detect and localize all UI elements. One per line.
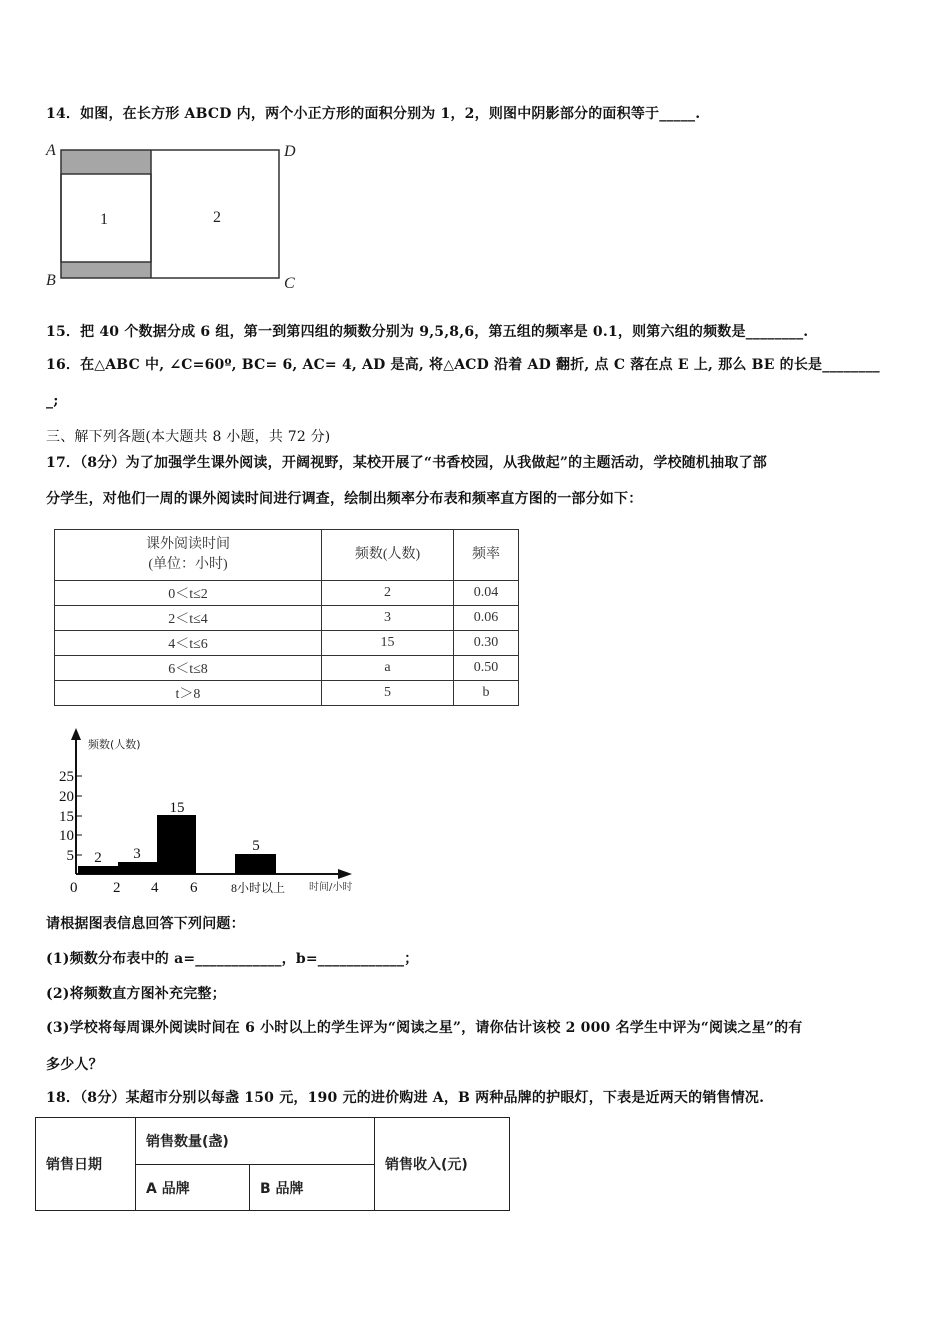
table-row: [55, 656, 519, 681]
q17-sub-1: (1)频数分布表中的 a=____________，b=____________；: [46, 951, 419, 967]
cell-range: 4＜t≤6: [55, 631, 322, 656]
cell-range: 2＜t≤4: [55, 606, 322, 631]
header-sales-quantity: 销售数量(盏): [136, 1118, 375, 1165]
table-row: [55, 681, 519, 706]
x-tick: 4: [151, 880, 159, 896]
label-d: D: [284, 143, 296, 160]
cell-range: 6＜t≤8: [55, 656, 322, 681]
y-tick: 20: [59, 789, 74, 805]
x-tick: 0: [70, 880, 78, 896]
x-tick: 6: [190, 880, 198, 896]
cell-range: t＞8: [55, 681, 322, 706]
table-row: [55, 581, 519, 606]
q17-prompt: 请根据图表信息回答下列问题：: [46, 916, 245, 932]
sales-table: [35, 1117, 510, 1211]
frequency-histogram: [56, 728, 376, 898]
cell-range: 0＜t≤2: [55, 581, 322, 606]
q17-sub-2: (2)将频数直方图补充完整；: [46, 986, 226, 1002]
question-15-text: 15．把 40 个数据分成 6 组，第一到第四组的频数分别为 9,5,8,6，第五组的频率是 0.1，则第六组的频数是________.: [46, 324, 809, 340]
rectangle-abcd-figure: [44, 140, 306, 288]
q17-sub-3-line-1: (3)学校将每周课外阅读时间在 6 小时以上的学生评为“阅读之星”，请你估计该校 2 000 名学生中评为“阅读之星”的有: [46, 1020, 803, 1036]
header-count: 频数(人数): [322, 530, 454, 581]
question-18-text: 18．（8分）某超市分别以每盏 150 元，190 元的进价购进 A，B 两种品牌的护眼灯，下表是近两天的销售情况.: [46, 1090, 765, 1106]
label-b: B: [46, 272, 56, 288]
header-brand-a: A 品牌: [136, 1165, 250, 1211]
question-16-text: 16．在△ABC 中, ∠C=60º, BC= 6, AC= 4, AD 是高, 将△ACD 沿着 AD 翻折, 点 C 落在点 E 上, 那么 BE 的长是________: [46, 357, 880, 373]
cell-count: 5: [322, 681, 454, 706]
header-frequency: 频率: [454, 530, 519, 581]
question-17-line-2: 分学生，对他们一周的课外阅读时间进行调查，绘制出频率分布表和频率直方图的一部分如下：: [46, 491, 643, 507]
cell-freq: 0.04: [454, 581, 519, 606]
y-axis-arrow-icon: [71, 728, 81, 740]
table-row: [55, 606, 519, 631]
data-label: 15: [169, 800, 185, 816]
bar-2-4: [118, 862, 157, 874]
y-tick: 25: [59, 769, 74, 785]
bar-8-plus: [235, 854, 276, 874]
table-row: [55, 631, 519, 656]
x-tick: 8小时以上: [231, 881, 286, 895]
section-3-heading: 三、解下列各题(本大题共 8 小题，共 72 分): [46, 429, 331, 445]
header-brand-b: B 品牌: [250, 1165, 375, 1211]
bar-4-6: [157, 815, 196, 874]
header-sales-income: 销售收入(元): [375, 1118, 510, 1211]
cell-freq: 0.06: [454, 606, 519, 631]
y-tick: 10: [59, 828, 74, 844]
question-14-text: 14．如图，在长方形 ABCD 内，两个小正方形的面积分别为 1，2，则图中阴影部分的面积等于_____.: [46, 106, 701, 122]
header-sales-date: 销售日期: [36, 1118, 136, 1211]
y-tick: 15: [59, 809, 74, 825]
square-2-label: 2: [213, 209, 221, 226]
q17-sub-3-line-2: 多少人？: [46, 1057, 103, 1073]
shaded-region-top: [61, 150, 151, 174]
label-a: A: [46, 142, 56, 159]
cell-count: 3: [322, 606, 454, 631]
x-axis-label: 时间/小时: [309, 882, 353, 893]
data-label: 3: [133, 846, 141, 862]
data-label: 2: [94, 850, 102, 866]
x-axis-arrow-icon: [338, 869, 352, 879]
cell-count: a: [322, 656, 454, 681]
header-reading-time: 课外阅读时间 (单位：小时): [55, 530, 322, 581]
label-c: C: [284, 275, 295, 288]
data-label: 5: [252, 838, 260, 854]
cell-freq: 0.50: [454, 656, 519, 681]
cell-freq: 0.30: [454, 631, 519, 656]
x-tick: 2: [113, 880, 121, 896]
cell-count: 2: [322, 581, 454, 606]
bar-0-2: [78, 866, 118, 874]
square-1-label: 1: [100, 211, 108, 228]
shaded-region-bottom: [61, 262, 151, 278]
cell-freq: b: [454, 681, 519, 706]
y-axis-label: 频数(人数): [88, 738, 141, 751]
frequency-table: [54, 529, 519, 706]
y-tick: 5: [66, 848, 74, 864]
table-header-row: [55, 530, 519, 581]
cell-count: 15: [322, 631, 454, 656]
question-17-line-1: 17．（8分）为了加强学生课外阅读，开阔视野，某校开展了“书香校园，从我做起”的主题活动，学校随机抽取了部: [46, 455, 767, 471]
question-16-continuation: _;: [46, 393, 59, 409]
